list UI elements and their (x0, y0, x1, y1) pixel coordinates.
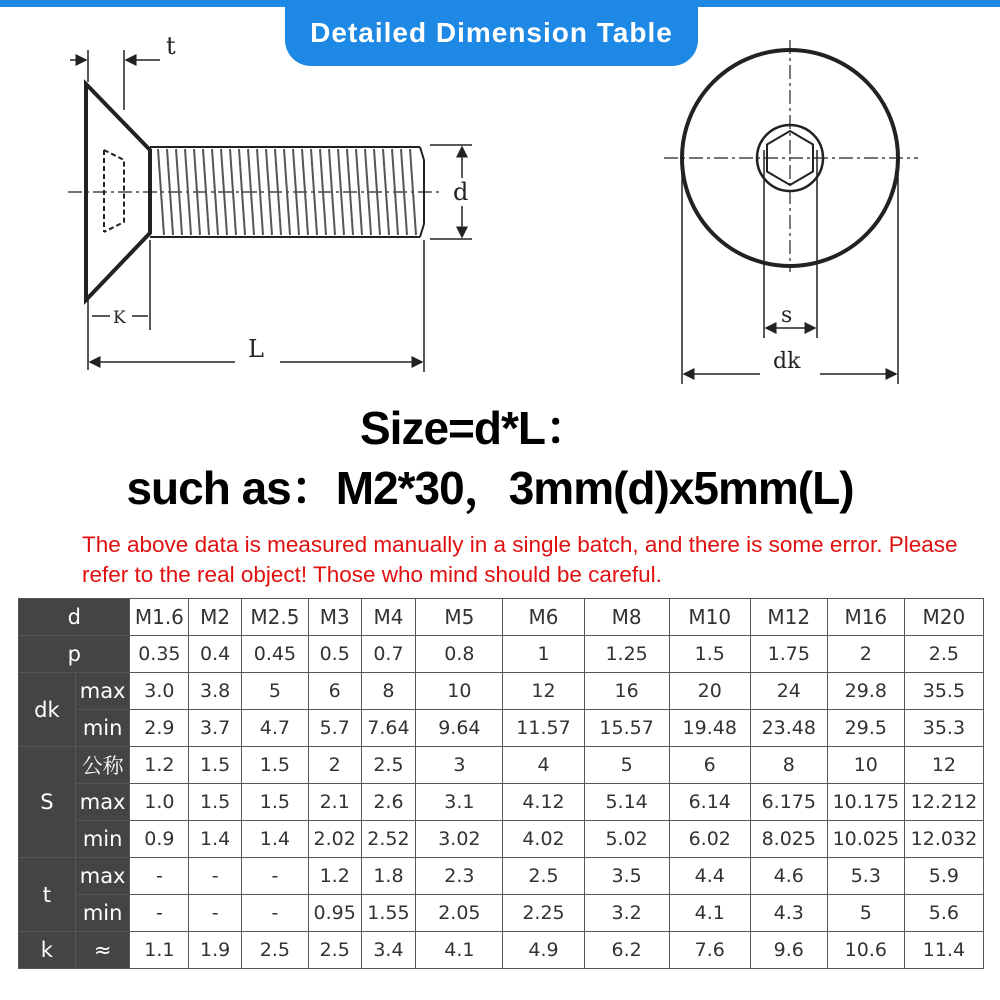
value-cell: 3.0 (130, 673, 189, 710)
value-cell: - (189, 895, 242, 932)
value-cell: M8 (584, 599, 669, 636)
value-cell: 29.5 (827, 710, 904, 747)
value-cell: 10.175 (827, 784, 904, 821)
value-cell: 7.6 (669, 932, 750, 969)
sub-label-max: max (75, 784, 130, 821)
value-cell: M4 (361, 599, 416, 636)
value-cell: 6.14 (669, 784, 750, 821)
label-s: s (781, 303, 793, 328)
value-cell: 3.1 (416, 784, 503, 821)
value-cell: M6 (503, 599, 584, 636)
value-cell: 12.032 (904, 821, 983, 858)
value-cell: 1.5 (669, 636, 750, 673)
value-cell: 4.7 (241, 710, 308, 747)
row-label-t: t (19, 858, 76, 932)
value-cell: 3.8 (189, 673, 242, 710)
value-cell: 5 (827, 895, 904, 932)
size-formula: Size=d*L： (359, 402, 590, 454)
row-label-dk: dk (19, 673, 76, 747)
value-cell: 2.5 (308, 932, 361, 969)
value-cell: 10 (416, 673, 503, 710)
value-cell: 0.4 (189, 636, 242, 673)
row-label-k: k (19, 932, 76, 969)
row-s-max (19, 784, 984, 821)
screw-side-view (68, 84, 440, 300)
value-cell: 11.4 (904, 932, 983, 969)
value-cell: 8 (361, 673, 416, 710)
value-cell: 5.7 (308, 710, 361, 747)
value-cell: 6.02 (669, 821, 750, 858)
value-cell: 1.5 (241, 784, 308, 821)
value-cell: M12 (750, 599, 827, 636)
value-cell: 4.4 (669, 858, 750, 895)
value-cell: 2.3 (416, 858, 503, 895)
value-cell: 2.9 (130, 710, 189, 747)
value-cell: 5.02 (584, 821, 669, 858)
value-cell: 1.5 (189, 784, 242, 821)
value-cell: 0.45 (241, 636, 308, 673)
screw-dimension-drawing (0, 0, 1000, 395)
value-cell: 1.25 (584, 636, 669, 673)
value-cell: 3.4 (361, 932, 416, 969)
value-cell: 3.5 (584, 858, 669, 895)
value-cell: 0.9 (130, 821, 189, 858)
value-cell: 23.48 (750, 710, 827, 747)
value-cell: 2.05 (416, 895, 503, 932)
row-k (19, 932, 984, 969)
row-label-d: d (19, 599, 130, 636)
value-cell: M5 (416, 599, 503, 636)
row-s-nominal (19, 747, 984, 784)
value-cell: M10 (669, 599, 750, 636)
value-cell: 6 (308, 673, 361, 710)
value-cell: 2.52 (361, 821, 416, 858)
value-cell: 5.6 (904, 895, 983, 932)
value-cell: 5 (241, 673, 308, 710)
value-cell: 24 (750, 673, 827, 710)
row-dk-max (19, 673, 984, 710)
value-cell: 7.64 (361, 710, 416, 747)
value-cell: 0.7 (361, 636, 416, 673)
value-cell: 2.6 (361, 784, 416, 821)
value-cell: M2 (189, 599, 242, 636)
value-cell: 0.95 (308, 895, 361, 932)
value-cell: 6.2 (584, 932, 669, 969)
value-cell: 12 (503, 673, 584, 710)
value-cell: 1.5 (189, 747, 242, 784)
value-cell: 29.8 (827, 673, 904, 710)
value-cell: 35.3 (904, 710, 983, 747)
label-d: d (453, 178, 469, 206)
value-cell: 2.5 (503, 858, 584, 895)
value-cell: 0.5 (308, 636, 361, 673)
value-cell: 2.5 (241, 932, 308, 969)
value-cell: 1.75 (750, 636, 827, 673)
value-cell: 1.0 (130, 784, 189, 821)
value-cell: 4 (503, 747, 584, 784)
row-p (19, 636, 984, 673)
sub-label-min: min (75, 895, 130, 932)
value-cell: 3.7 (189, 710, 242, 747)
value-cell: 2.5 (904, 636, 983, 673)
sub-label-max: max (75, 858, 130, 895)
value-cell: 4.3 (750, 895, 827, 932)
value-cell: 8.025 (750, 821, 827, 858)
value-cell: - (130, 895, 189, 932)
value-cell: - (189, 858, 242, 895)
row-t-max (19, 858, 984, 895)
value-cell: 4.9 (503, 932, 584, 969)
value-cell: 1.4 (241, 821, 308, 858)
label-k: K (113, 308, 126, 328)
value-cell: 5.9 (904, 858, 983, 895)
value-cell: 12.212 (904, 784, 983, 821)
value-cell: M2.5 (241, 599, 308, 636)
value-cell: 12 (904, 747, 983, 784)
value-cell: - (241, 895, 308, 932)
value-cell: M20 (904, 599, 983, 636)
value-cell: 2.1 (308, 784, 361, 821)
sub-label-min: min (75, 710, 130, 747)
value-cell: 9.64 (416, 710, 503, 747)
value-cell: 4.6 (750, 858, 827, 895)
value-cell: 0.8 (416, 636, 503, 673)
label-l: L (248, 335, 264, 363)
value-cell: 3 (416, 747, 503, 784)
value-cell: 0.35 (130, 636, 189, 673)
value-cell: 3.2 (584, 895, 669, 932)
sub-label-max: max (75, 673, 130, 710)
value-cell: 5.14 (584, 784, 669, 821)
value-cell: 1.1 (130, 932, 189, 969)
sub-label-nominal: 公称 (75, 747, 130, 784)
row-label-p: p (19, 636, 130, 673)
row-s-min (19, 821, 984, 858)
value-cell: 1.55 (361, 895, 416, 932)
value-cell: 35.5 (904, 673, 983, 710)
size-example: such as：M2*30，3mm(d)x5mm(L) (126, 462, 854, 514)
value-cell: 2.02 (308, 821, 361, 858)
value-cell: 9.6 (750, 932, 827, 969)
value-cell: 15.57 (584, 710, 669, 747)
value-cell: 2 (308, 747, 361, 784)
value-cell: - (130, 858, 189, 895)
value-cell: 4.02 (503, 821, 584, 858)
value-cell: 1.9 (189, 932, 242, 969)
label-t: t (166, 32, 176, 60)
row-label-s: S (19, 747, 76, 858)
header-title: Detailed Dimension Table (285, 0, 698, 66)
value-cell: 4.1 (416, 932, 503, 969)
value-cell: M16 (827, 599, 904, 636)
value-cell: 1.4 (189, 821, 242, 858)
value-cell: 8 (750, 747, 827, 784)
label-dk: dk (773, 349, 801, 374)
value-cell: M1.6 (130, 599, 189, 636)
value-cell: - (241, 858, 308, 895)
value-cell: 1.2 (308, 858, 361, 895)
value-cell: 3.02 (416, 821, 503, 858)
value-cell: 1.8 (361, 858, 416, 895)
value-cell: 1 (503, 636, 584, 673)
value-cell: 1.5 (241, 747, 308, 784)
row-d (19, 599, 984, 636)
t-dimension (70, 50, 160, 110)
value-cell: 4.12 (503, 784, 584, 821)
value-cell: 2.25 (503, 895, 584, 932)
value-cell: 11.57 (503, 710, 584, 747)
row-dk-min (19, 710, 984, 747)
value-cell: 10.025 (827, 821, 904, 858)
value-cell: 10.6 (827, 932, 904, 969)
value-cell: 2.5 (361, 747, 416, 784)
dimension-table (18, 598, 984, 969)
value-cell: M3 (308, 599, 361, 636)
value-cell: 2 (827, 636, 904, 673)
value-cell: 10 (827, 747, 904, 784)
sub-label-min: min (75, 821, 130, 858)
value-cell: 19.48 (669, 710, 750, 747)
value-cell: 5.3 (827, 858, 904, 895)
value-cell: 5 (584, 747, 669, 784)
value-cell: 4.1 (669, 895, 750, 932)
value-cell: 1.2 (130, 747, 189, 784)
screw-top-view (664, 40, 918, 272)
sub-label-approx: ≈ (75, 932, 130, 969)
value-cell: 6 (669, 747, 750, 784)
row-t-min (19, 895, 984, 932)
thread-lines (158, 149, 416, 235)
disclaimer-text: The above data is measured manually in a single batch, and there is some error. Please refer to the real object! Those who mind should be careful. (82, 532, 958, 587)
value-cell: 6.175 (750, 784, 827, 821)
value-cell: 16 (584, 673, 669, 710)
value-cell: 20 (669, 673, 750, 710)
